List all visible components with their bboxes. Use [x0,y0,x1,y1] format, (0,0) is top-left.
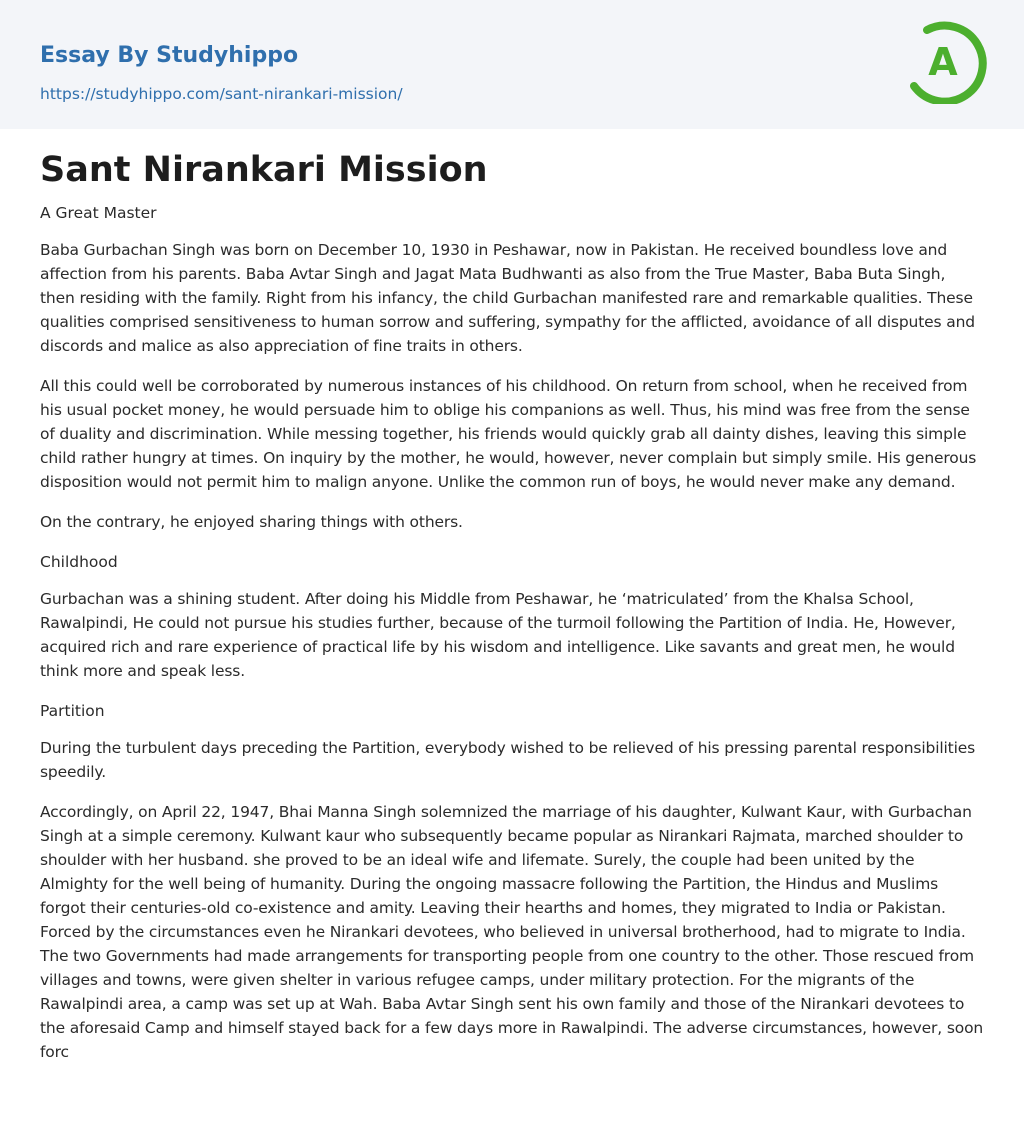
article [0,129,1024,1064]
section-heading: Partition [40,702,105,720]
paragraph: On the contrary, he enjoyed sharing things with others. [40,513,463,531]
site-brand[interactable]: Essay By Studyhippo [40,43,299,68]
paragraph: All this could well be corroborated by numerous instances of his childhood. On return from school, when he received from his usual pocket money, he would persuade him to oblige his companions as well. Thus, his mind was free from the sense of duality and discrimination. While messing together, his friends would quickly grab all dainty dishes, leaving this simple child rather hungry at times. On inquiry by the mother, he would, however, never complain but simply smile. His generous disposition would not permit him to malign anyone. Unlike the common run of boys, he would never make any demand. [40,377,977,491]
section-heading: A Great Master [40,204,157,222]
page-header [0,0,1024,129]
paragraph: Gurbachan was a shining student. After doing his Middle from Peshawar, he ‘matriculated’ from the Khalsa School, Rawalpindi, He could not pursue his studies further, because of the turmoil following the Partition of India. He, However, acquired rich and rare experience of practical life by his wisdom and intelligence. Like savants and great men, he would think more and speak less. [40,590,956,680]
article-body [40,201,984,1064]
paragraph: During the turbulent days preceding the Partition, everybody wished to be relieved of his pressing parental responsibilities speedily. [40,739,976,781]
studyhippo-logo-icon[interactable] [902,18,988,104]
logo-letter: A [928,40,958,84]
paragraph: Accordingly, on April 22, 1947, Bhai Manna Singh solemnized the marriage of his daughter, Kulwant Kaur, with Gurbachan Singh at a simple ceremony. Kulwant kaur who subsequently became popular as Nirankari Rajmata, marched shoulder to shoulder with her husband. she proved to be an ideal wife and lifemate. Surely, the couple had been united by the Almighty for the well being of humanity. During the ongoing massacre following the Partition, the Hindus and Muslims forgot their centuries-old co-existence and amity. Leaving their hearths and homes, they migrated to India or Pakistan. Forced by the circumstances even he Nirankari devotees, who believed in universal brotherhood, had to migrate to India. The two Governments had made arrangements for transporting people from one country to the other. Those rescued from villages and towns, were given shelter in various refugee camps, under military protection. For the migrants of the Rawalpindi area, a camp was set up at Wah. Baba Avtar Singh sent his own family and those of the Nirankari devotees to the aforesaid Camp and himself stayed back for a few days more in Rawalpindi. The adverse circumstances, however, soon forc [40,803,984,1061]
paragraph: Baba Gurbachan Singh was born on December 10, 1930 in Peshawar, now in Pakistan. He received boundless love and affection from his parents. Baba Avtar Singh and Jagat Mata Budhwanti as also from the True Master, Baba Buta Singh, then residing with the family. Right from his infancy, the child Gurbachan manifested rare and remarkable qualities. These qualities comprised sensitiveness to human sorrow and suffering, sympathy for the afflicted, avoidance of all disputes and discords and malice as also appreciation of fine traits in others. [40,241,975,355]
essay-url-link[interactable]: https://studyhippo.com/sant-nirankari-mission/ [40,85,403,103]
page-title: Sant Nirankari Mission [40,150,488,190]
section-heading: Childhood [40,553,118,571]
